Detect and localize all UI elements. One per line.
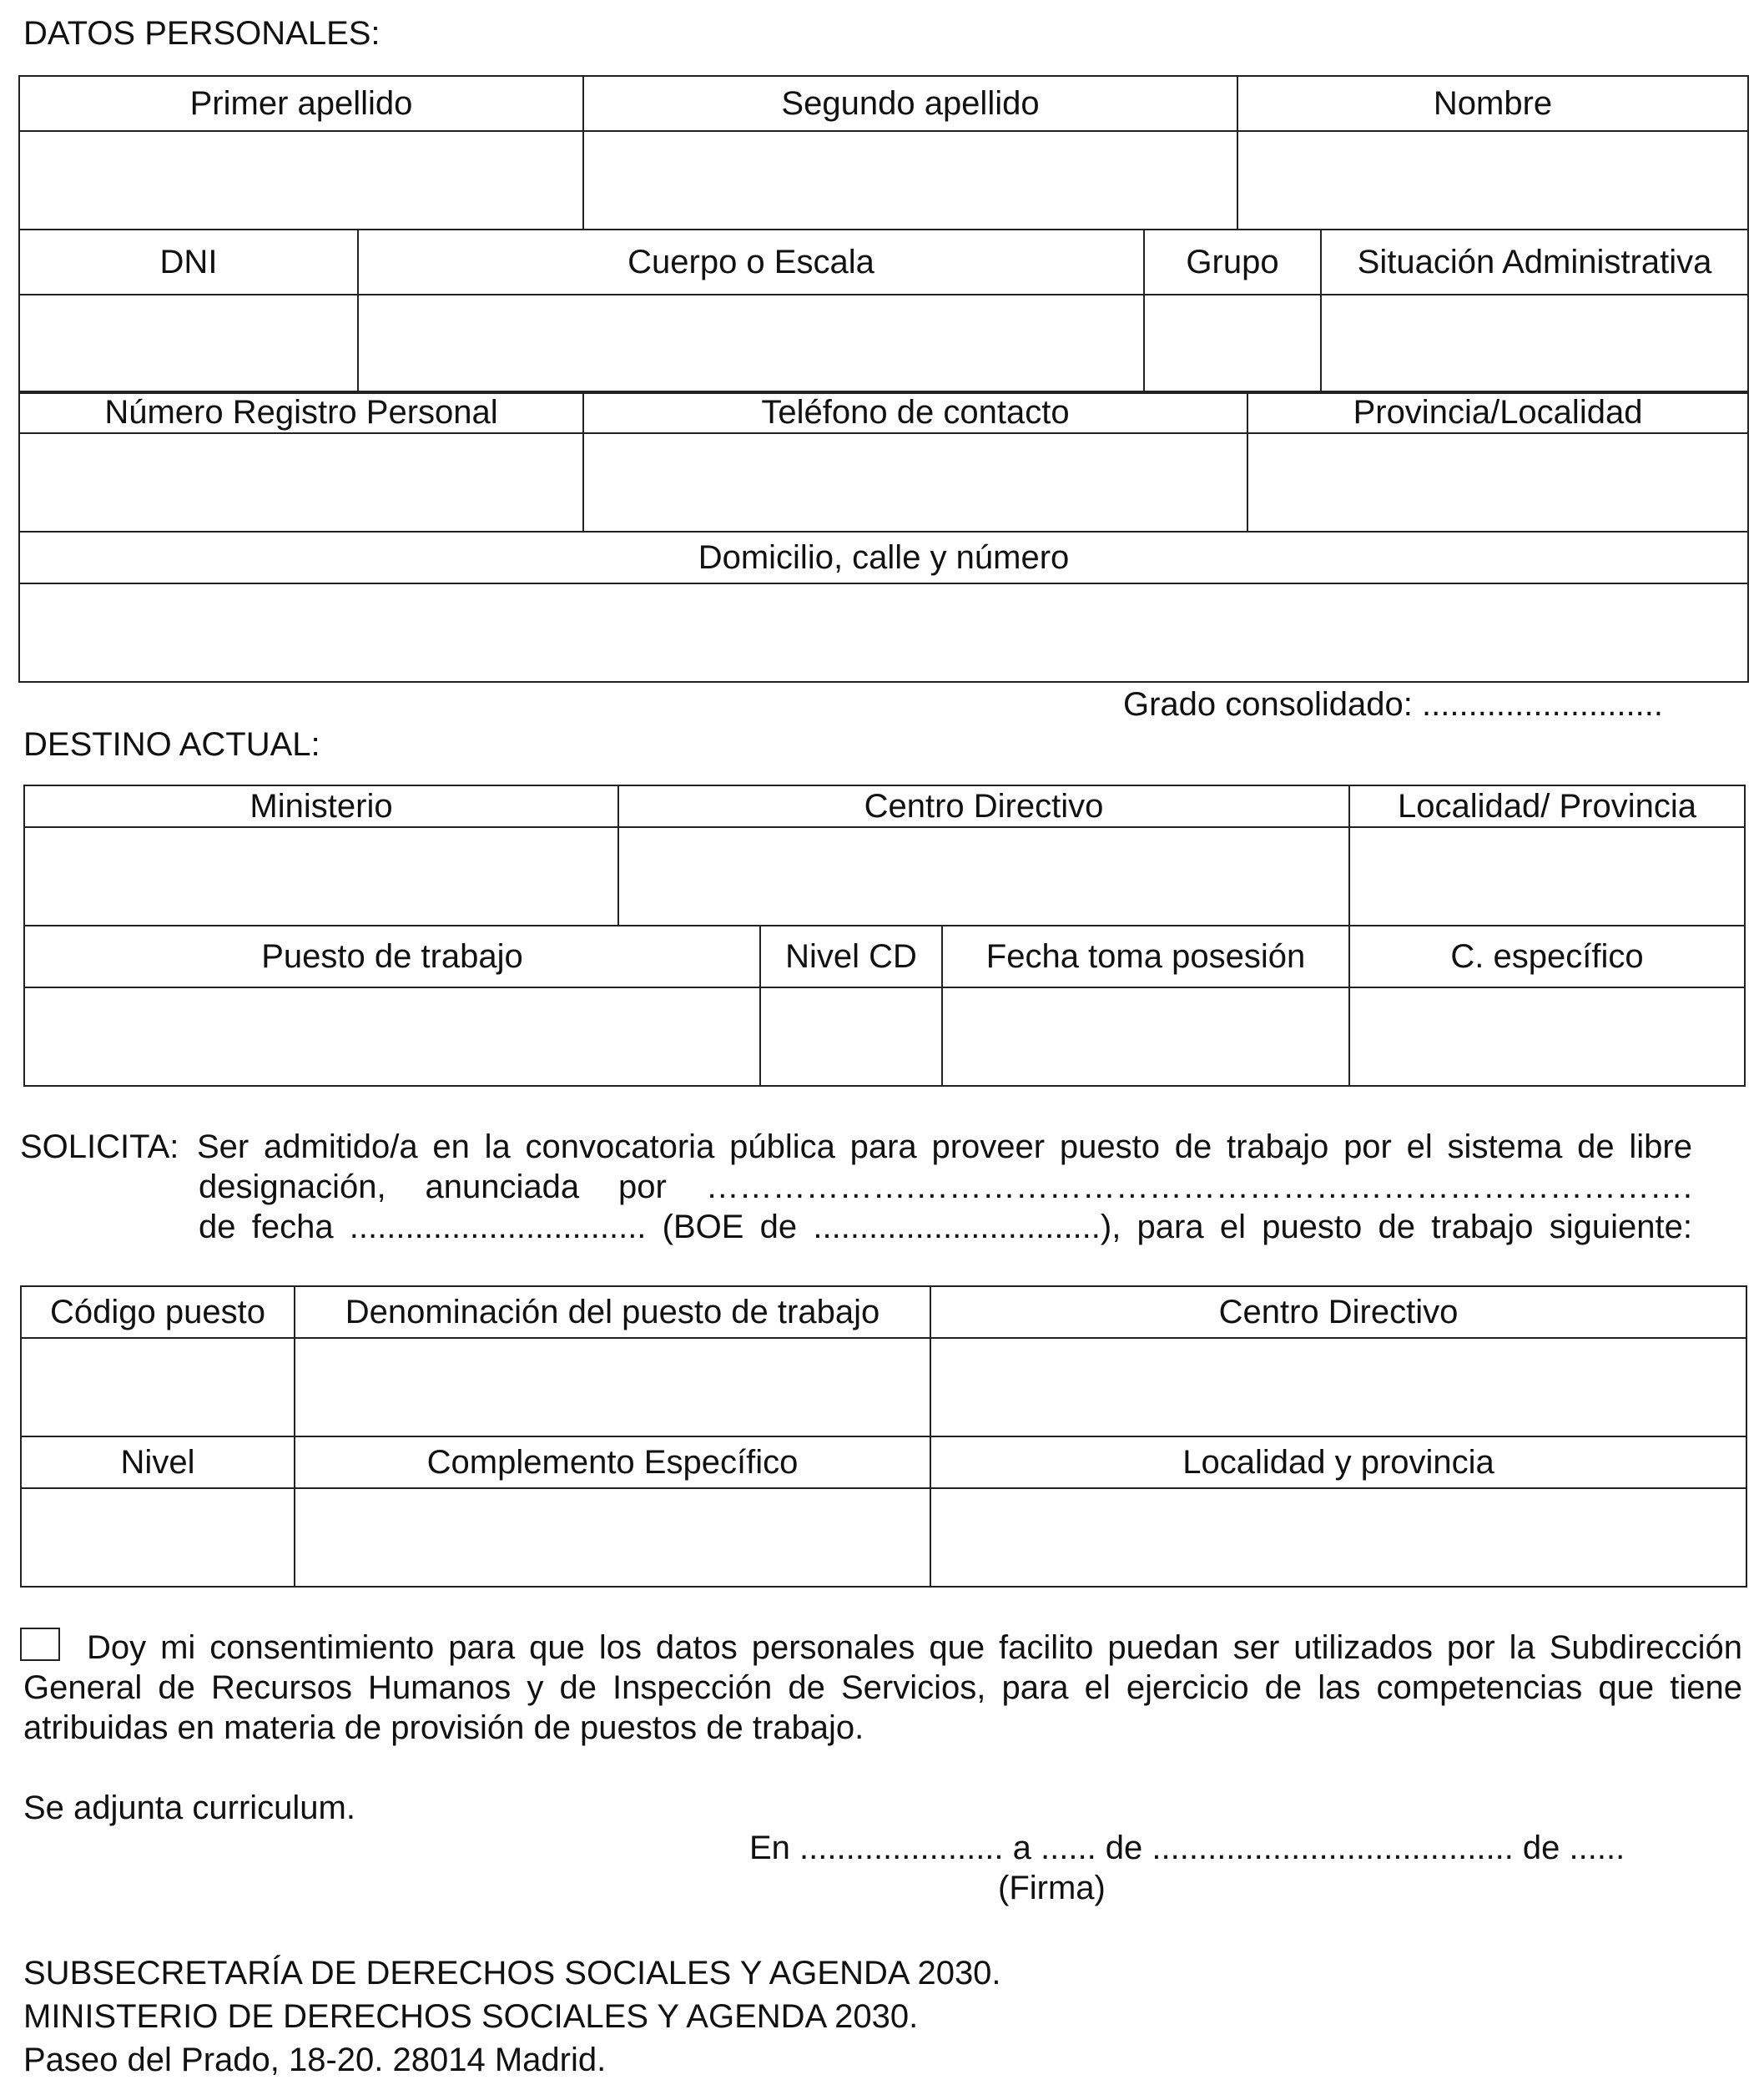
field-codigo-puesto[interactable] [21,1338,295,1436]
field-nivel-cd[interactable] [760,987,942,1086]
field-ministerio[interactable] [24,827,618,926]
field-c-especifico[interactable] [1349,987,1745,1086]
field-centro-directivo[interactable] [618,827,1349,926]
consent-line-3: atribuidas en materia de provisión de puestos de trabajo. [23,1709,864,1746]
field-domicilio[interactable] [19,583,1748,682]
footer-line-1: SUBSECRETARÍA DE DERECHOS SOCIALES Y AGENDA 2030. [23,1955,1001,1991]
fecha-firma: En ...................... a ...... de ....................................... de ...... [749,1830,1625,1866]
field-dni[interactable] [19,295,358,393]
label-codigo-puesto: Código puesto [21,1286,295,1338]
destino-actual-title: DESTINO ACTUAL: [23,726,320,763]
solicita-line-2: designación, anunciada por ……………….……………………………………………………………. [199,1169,1692,1205]
consent-checkbox[interactable] [20,1628,60,1661]
footer-line-3: Paseo del Prado, 18-20. 28014 Madrid. [23,2042,607,2078]
field-nombre[interactable] [1237,131,1748,230]
datos-personales-table [18,75,1749,230]
label-complemento-especifico: Complemento Específico [295,1436,930,1488]
datos-personales-table-3 [18,391,1749,683]
label-nombre: Nombre [1237,76,1748,131]
datos-personales-table-2 [18,229,1749,394]
label-dni: DNI [19,230,358,295]
field-denominacion-puesto[interactable] [295,1338,930,1436]
label-centro-directivo: Centro Directivo [618,785,1349,827]
label-situacion-administrativa: Situación Administrativa [1321,230,1748,295]
consent-line-2: General de Recursos Humanos y de Inspección de Servicios, para el ejercicio de las competencias que tiene [23,1669,1742,1706]
datos-personales-title: DATOS PERSONALES: [23,15,381,52]
label-centro-directivo-solicitado: Centro Directivo [930,1286,1746,1338]
label-nivel: Nivel [21,1436,295,1488]
grado-consolidado: Grado consolidado: .......................... [1123,686,1663,723]
field-grupo[interactable] [1144,295,1321,393]
puesto-solicitado-table [20,1285,1747,1588]
field-nivel[interactable] [21,1488,295,1587]
field-localidad-y-provincia[interactable] [930,1488,1746,1587]
label-segundo-apellido: Segundo apellido [583,76,1237,131]
label-cuerpo-escala: Cuerpo o Escala [358,230,1144,295]
label-ministerio: Ministerio [24,785,618,827]
label-grupo: Grupo [1144,230,1321,295]
footer-line-2: MINISTERIO DE DERECHOS SOCIALES Y AGENDA 2030. [23,1998,919,2035]
firma-label: (Firma) [998,1870,1106,1906]
field-centro-directivo-solicitado[interactable] [930,1338,1746,1436]
field-provincia-localidad[interactable] [1247,433,1748,532]
field-primer-apellido[interactable] [19,131,583,230]
field-cuerpo-escala[interactable] [358,295,1144,393]
label-localidad-provincia: Localidad/ Provincia [1349,785,1745,827]
field-telefono[interactable] [583,433,1247,532]
label-denominacion-puesto: Denominación del puesto de trabajo [295,1286,930,1338]
label-telefono: Teléfono de contacto [583,391,1247,433]
label-localidad-y-provincia: Localidad y provincia [930,1436,1746,1488]
solicita-label: SOLICITA: [20,1128,179,1165]
label-fecha-toma-posesion: Fecha toma posesión [942,926,1349,987]
label-primer-apellido: Primer apellido [19,76,583,131]
adjunta-curriculum: Se adjunta curriculum. [23,1790,355,1826]
label-puesto-trabajo: Puesto de trabajo [24,926,760,987]
field-puesto-trabajo[interactable] [24,987,760,1086]
label-nivel-cd: Nivel CD [760,926,942,987]
field-fecha-toma-posesion[interactable] [942,987,1349,1086]
field-segundo-apellido[interactable] [583,131,1237,230]
solicita-line-3: de fecha ................................ (BOE de ...............................), para el puesto de trabajo siguiente: [199,1209,1692,1245]
field-situacion-administrativa[interactable] [1321,295,1748,393]
field-numero-registro[interactable] [19,433,583,532]
label-c-especifico: C. específico [1349,926,1745,987]
consent-line-1: Doy mi consentimiento para que los datos personales que facilito puedan ser utilizados por la Subdirección [87,1629,1742,1666]
destino-actual-table-2 [23,925,1746,1087]
label-provincia-localidad: Provincia/Localidad [1247,391,1748,433]
field-complemento-especifico[interactable] [295,1488,930,1587]
label-domicilio: Domicilio, calle y número [19,532,1748,583]
destino-actual-table [23,785,1746,926]
field-localidad-provincia[interactable] [1349,827,1745,926]
label-numero-registro: Número Registro Personal [19,391,583,433]
solicita-line-1: Ser admitido/a en la convocatoria pública para proveer puesto de trabajo por el sistema de libre [197,1128,1692,1165]
